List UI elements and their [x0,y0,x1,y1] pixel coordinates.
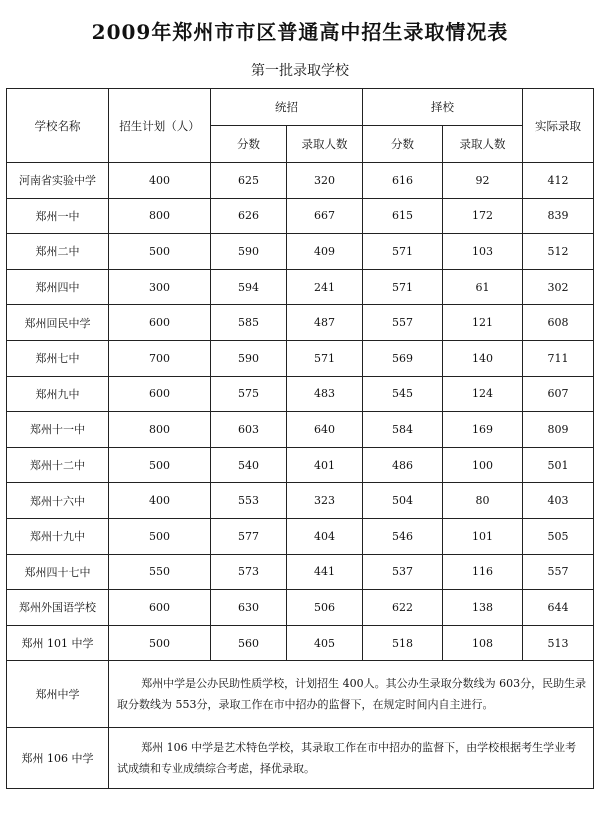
cell-tongzhao-score: 577 [211,518,287,554]
cell-plan: 600 [109,305,211,341]
cell-school: 郑州十二中 [7,447,109,483]
cell-tongzhao-admitted: 401 [287,447,363,483]
cell-zexiao-score: 504 [363,483,443,519]
note-text: 郑州 106 中学是艺术特色学校，其录取工作在市中招办的监督下，由学校根据考生学业考试成绩和专业成绩综合考虑，择优录取。 [109,728,594,789]
cell-tongzhao-score: 560 [211,625,287,661]
cell-zexiao-score: 545 [363,376,443,412]
cell-actual: 412 [523,163,594,199]
table-row [7,234,594,270]
cell-tongzhao-admitted: 323 [287,483,363,519]
cell-school: 郑州十九中 [7,518,109,554]
cell-tongzhao-score: 575 [211,376,287,412]
cell-tongzhao-admitted: 667 [287,198,363,234]
cell-school: 郑州七中 [7,340,109,376]
cell-actual: 501 [523,447,594,483]
cell-tongzhao-admitted: 441 [287,554,363,590]
table-row [7,554,594,590]
cell-tongzhao-score: 594 [211,269,287,305]
table-row [7,198,594,234]
cell-school: 河南省实验中学 [7,163,109,199]
cell-tongzhao-score: 630 [211,590,287,626]
cell-zexiao-score: 537 [363,554,443,590]
table-row [7,483,594,519]
cell-zexiao-admitted: 172 [443,198,523,234]
table-row [7,376,594,412]
note-school: 郑州 106 中学 [7,728,109,789]
cell-actual: 403 [523,483,594,519]
cell-plan: 500 [109,625,211,661]
cell-zexiao-score: 557 [363,305,443,341]
cell-zexiao-admitted: 80 [443,483,523,519]
note-row [7,728,594,789]
cell-plan: 800 [109,198,211,234]
table-body [7,163,594,661]
cell-plan: 400 [109,163,211,199]
note-text: 郑州中学是公办民助性质学校，计划招生 400人。其公办生录取分数线为 603分，民助生录取分数线为 553分，录取工作在市中招办的监督下，在规定时间内自主进行。 [109,661,594,728]
cell-zexiao-admitted: 121 [443,305,523,341]
table-row [7,163,594,199]
cell-actual: 513 [523,625,594,661]
header-row-1 [7,89,594,126]
cell-plan: 600 [109,590,211,626]
cell-zexiao-admitted: 169 [443,412,523,448]
cell-tongzhao-admitted: 241 [287,269,363,305]
cell-school: 郑州 101 中学 [7,625,109,661]
header-zexiao: 择校 [363,89,523,126]
cell-actual: 839 [523,198,594,234]
cell-tongzhao-score: 553 [211,483,287,519]
cell-school: 郑州四中 [7,269,109,305]
cell-zexiao-score: 584 [363,412,443,448]
header-zexiao-score: 分数 [363,126,443,163]
cell-zexiao-score: 616 [363,163,443,199]
cell-zexiao-admitted: 124 [443,376,523,412]
cell-actual: 607 [523,376,594,412]
cell-tongzhao-admitted: 487 [287,305,363,341]
table-row [7,625,594,661]
table-row [7,518,594,554]
cell-school: 郑州十六中 [7,483,109,519]
cell-zexiao-admitted: 140 [443,340,523,376]
cell-actual: 505 [523,518,594,554]
cell-tongzhao-score: 590 [211,234,287,270]
header-tongzhao-score: 分数 [211,126,287,163]
cell-actual: 557 [523,554,594,590]
cell-actual: 608 [523,305,594,341]
cell-tongzhao-admitted: 405 [287,625,363,661]
cell-tongzhao-score: 590 [211,340,287,376]
header-actual: 实际录取 [523,89,594,163]
cell-zexiao-score: 486 [363,447,443,483]
page-title: 2009年郑州市市区普通高中招生录取情况表 [91,20,509,44]
cell-zexiao-admitted: 138 [443,590,523,626]
cell-zexiao-score: 569 [363,340,443,376]
cell-zexiao-score: 622 [363,590,443,626]
note-school: 郑州中学 [7,661,109,728]
header-plan: 招生计划（人） [109,89,211,163]
cell-tongzhao-score: 603 [211,412,287,448]
note-row [7,661,594,728]
table-row [7,447,594,483]
cell-school: 郑州四十七中 [7,554,109,590]
cell-zexiao-admitted: 92 [443,163,523,199]
cell-zexiao-admitted: 103 [443,234,523,270]
cell-plan: 700 [109,340,211,376]
table-row [7,269,594,305]
cell-tongzhao-admitted: 404 [287,518,363,554]
cell-zexiao-score: 518 [363,625,443,661]
cell-plan: 500 [109,447,211,483]
table-row [7,412,594,448]
cell-plan: 500 [109,234,211,270]
cell-zexiao-score: 615 [363,198,443,234]
cell-tongzhao-admitted: 640 [287,412,363,448]
cell-zexiao-admitted: 108 [443,625,523,661]
cell-school: 郑州二中 [7,234,109,270]
header-tongzhao-admitted: 录取人数 [287,126,363,163]
cell-actual: 512 [523,234,594,270]
cell-tongzhao-score: 625 [211,163,287,199]
cell-tongzhao-admitted: 506 [287,590,363,626]
cell-zexiao-score: 546 [363,518,443,554]
cell-zexiao-admitted: 61 [443,269,523,305]
cell-plan: 300 [109,269,211,305]
cell-zexiao-admitted: 100 [443,447,523,483]
cell-tongzhao-admitted: 320 [287,163,363,199]
cell-school: 郑州一中 [7,198,109,234]
cell-plan: 400 [109,483,211,519]
cell-school: 郑州外国语学校 [7,590,109,626]
cell-actual: 644 [523,590,594,626]
cell-tongzhao-score: 540 [211,447,287,483]
cell-plan: 800 [109,412,211,448]
cell-school: 郑州九中 [7,376,109,412]
header-tongzhao: 统招 [211,89,363,126]
header-school: 学校名称 [7,89,109,163]
cell-actual: 809 [523,412,594,448]
cell-tongzhao-admitted: 483 [287,376,363,412]
cell-zexiao-score: 571 [363,269,443,305]
cell-actual: 711 [523,340,594,376]
cell-tongzhao-score: 585 [211,305,287,341]
cell-plan: 600 [109,376,211,412]
header-zexiao-admitted: 录取人数 [443,126,523,163]
cell-plan: 550 [109,554,211,590]
cell-actual: 302 [523,269,594,305]
table-row [7,590,594,626]
cell-tongzhao-admitted: 571 [287,340,363,376]
cell-school: 郑州回民中学 [7,305,109,341]
cell-tongzhao-admitted: 409 [287,234,363,270]
table-row [7,340,594,376]
cell-tongzhao-score: 573 [211,554,287,590]
table-row [7,305,594,341]
cell-zexiao-admitted: 101 [443,518,523,554]
cell-zexiao-admitted: 116 [443,554,523,590]
cell-tongzhao-score: 626 [211,198,287,234]
page-subtitle: 第一批录取学校 [251,63,349,79]
admission-table [6,88,594,789]
cell-plan: 500 [109,518,211,554]
cell-school: 郑州十一中 [7,412,109,448]
cell-zexiao-score: 571 [363,234,443,270]
